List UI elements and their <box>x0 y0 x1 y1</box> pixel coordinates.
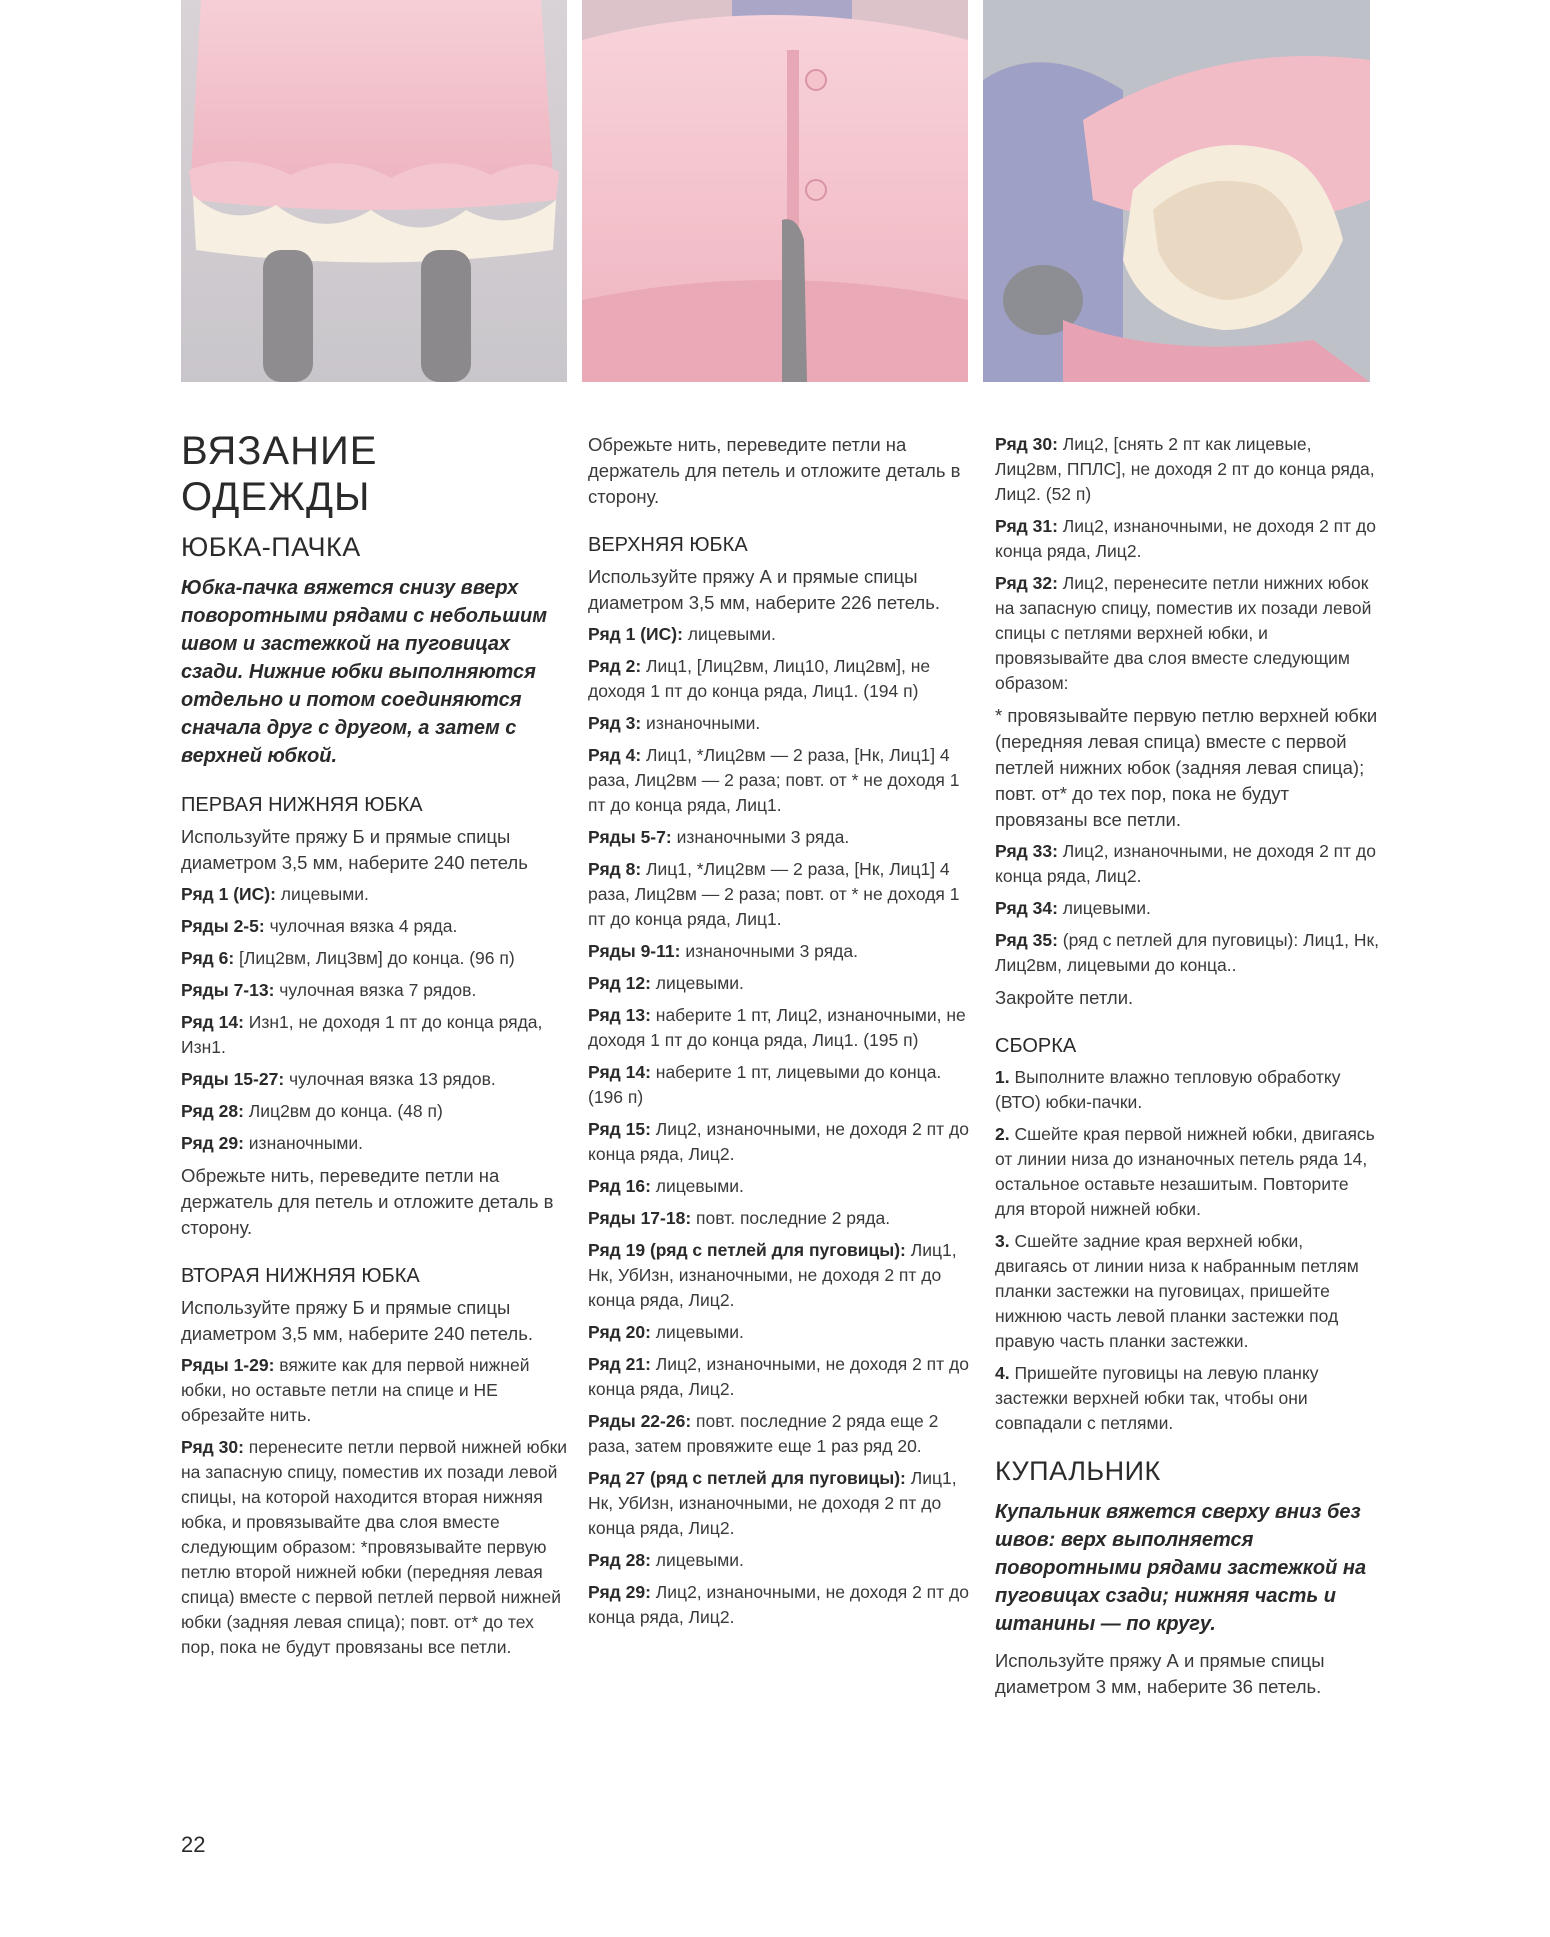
col2-intro: Обрежьте нить, переведите петли на держатель для петель и отложите деталь в сторону. <box>588 434 961 507</box>
button-icon <box>806 70 826 90</box>
instruction-row-label: Ряды 9-11: <box>588 941 681 961</box>
instruction-row-label: Ряд 16: <box>588 1176 651 1196</box>
page-number: 22 <box>181 1832 206 1857</box>
instruction-row-label: Ряды 17-18: <box>588 1208 692 1228</box>
assembly-step-label: 2. <box>995 1124 1010 1144</box>
swimsuit-intro: Используйте пряжу А и прямые спицы диаметром 3 мм, наберите 36 петель. <box>995 1650 1325 1697</box>
assembly-step-label: 4. <box>995 1363 1010 1383</box>
instruction-row-label: Ряд 29: <box>181 1133 244 1153</box>
instruction-row-label: Ряд 27 (ряд с петлей для пуговицы): <box>588 1468 906 1488</box>
instruction-row-label: Ряд 20: <box>588 1322 651 1342</box>
instruction-row-text: Лиц2, изнаночными, не доходя 2 пт до конца ряда, Лиц2. <box>995 841 1376 886</box>
instruction-row <box>181 1010 571 1060</box>
instruction-row <box>588 654 974 704</box>
instruction-row-label: Ряд 35: <box>995 930 1058 950</box>
instruction-row-text: Лиц2, изнаночными, не доходя 2 пт до конца ряда, Лиц2. <box>588 1354 969 1399</box>
assembly-step-label: 3. <box>995 1231 1010 1251</box>
instruction-row-label: Ряд 1 (ИС): <box>588 624 683 644</box>
assembly-step-label: 1. <box>995 1067 1010 1087</box>
first-underskirt-end: Обрежьте нить, переведите петли на держатель для петель и отложите деталь в сторону. <box>181 1165 554 1238</box>
instruction-row <box>181 1067 571 1092</box>
instruction-row-text: Лиц1, *Лиц2вм — 2 раза, [Нк, Лиц1] 4 раза, Лиц2вм — 2 раза; повт. от * не доходя 1 пт до конца ряда, Лиц1. <box>588 859 960 929</box>
instruction-row-text: чулочная вязка 13 рядов. <box>284 1069 496 1089</box>
instruction-row <box>181 882 571 907</box>
assembly-step <box>995 1122 1380 1222</box>
assembly-step <box>995 1229 1380 1354</box>
instruction-row-text: Лиц2, перенесите петли нижних юбок на запасную спицу, поместив их позади левой спицы с петлями верхней юбки, и провязывайте два слоя вместе следующим образом: <box>995 573 1372 693</box>
instruction-row <box>181 946 571 971</box>
instruction-row-text: лицевыми. <box>682 624 776 644</box>
instruction-row-label: Ряд 1 (ИС): <box>181 884 276 904</box>
instruction-row-label: Ряд 6: <box>181 948 235 968</box>
instruction-row <box>588 1352 974 1402</box>
instruction-row <box>588 939 974 964</box>
instruction-row <box>588 1466 974 1541</box>
second-underskirt-intro: Используйте пряжу Б и прямые спицы диаметром 3,5 мм, наберите 240 петель. <box>181 1297 534 1344</box>
assembly-step <box>995 1361 1380 1436</box>
instruction-row <box>181 978 571 1003</box>
instruction-row <box>588 1548 974 1573</box>
close-stitches: Закройте петли. <box>995 987 1134 1008</box>
instruction-row-text: [Лиц2вм, Лиц3вм] до конца. (96 п) <box>234 948 515 968</box>
instruction-row-label: Ряд 34: <box>995 898 1058 918</box>
instruction-row <box>995 571 1380 696</box>
instruction-row-label: Ряд 30: <box>995 434 1058 454</box>
instruction-row-text: изнаночными. <box>641 713 761 733</box>
instruction-row-label: Ряд 14: <box>181 1012 244 1032</box>
instruction-row-text: Лиц2вм до конца. (48 п) <box>243 1101 443 1121</box>
instruction-row <box>588 622 974 647</box>
instruction-row-label: Ряды 7-13: <box>181 980 275 1000</box>
assembly-step-text: Сшейте края первой нижней юбки, двигаясь от линии низа до изнаночных петель ряда 14, остальное оставьте незашитым. Повторите для второй нижней юбки. <box>995 1124 1375 1219</box>
instruction-row <box>588 825 974 850</box>
section-title-swimsuit: КУПАЛЬНИК <box>995 1456 1161 1486</box>
instruction-row <box>588 1409 974 1459</box>
main-title-line2: ОДЕЖДЫ <box>181 475 371 519</box>
instruction-row-text: Изн1, не доходя 1 пт до конца ряда, Изн1. <box>181 1012 543 1057</box>
instruction-row-label: Ряд 4: <box>588 745 642 765</box>
instruction-row-label: Ряды 2-5: <box>181 916 265 936</box>
instruction-row <box>588 1580 974 1630</box>
first-underskirt-intro: Используйте пряжу Б и прямые спицы диаметром 3,5 мм, наберите 240 петель <box>181 826 528 873</box>
instruction-row-label: Ряд 13: <box>588 1005 651 1025</box>
instruction-row-text: изнаночными 3 ряда. <box>671 827 850 847</box>
instruction-row <box>995 896 1380 921</box>
instruction-row-text: Лиц1, [Лиц2вм, Лиц10, Лиц2вм], не доходя 1 пт до конца ряда, Лиц1. (194 п) <box>588 656 931 701</box>
instruction-row <box>588 971 974 996</box>
instruction-row-text: лицевыми. <box>1057 898 1151 918</box>
instruction-row-text: лицевыми. <box>650 1550 744 1570</box>
column-3 <box>995 432 1380 1706</box>
instruction-row <box>588 1320 974 1345</box>
instruction-row-label: Ряды 1-29: <box>181 1355 275 1375</box>
instruction-row-label: Ряд 28: <box>181 1101 244 1121</box>
instruction-row-text: лицевыми. <box>650 973 744 993</box>
instruction-row-text: изнаночными. <box>243 1133 364 1153</box>
instruction-row-text: вяжите как для первой нижней юбки, но оставьте петли на спице и НЕ обрезайте нить. <box>181 1355 530 1425</box>
subsection-assembly: СБОРКА <box>995 1035 1077 1057</box>
instruction-row-label: Ряд 30: <box>181 1437 244 1457</box>
instruction-row-text: изнаночными 3 ряда. <box>680 941 858 961</box>
column-2 <box>588 432 974 1637</box>
subsection-first-underskirt: ПЕРВАЯ НИЖНЯЯ ЮБКА <box>181 794 423 816</box>
instruction-row-text: Лиц2, изнаночными, не доходя 2 пт до конца ряда, Лиц2. <box>995 516 1376 561</box>
instruction-row-text: лицевыми. <box>650 1322 744 1342</box>
assembly-step-text: Сшейте задние края верхней юбки, двигаясь от линии низа к набранным петлям планки застежки на пуговицах, пришейте нижнюю часть левой планки застежки под правую часть планки застежки. <box>995 1231 1359 1351</box>
instruction-row <box>588 1174 974 1199</box>
subsection-top-skirt: ВЕРХНЯЯ ЮБКА <box>588 534 748 556</box>
assembly-step <box>995 1065 1380 1115</box>
instruction-row-text: Лиц1, *Лиц2вм — 2 раза, [Нк, Лиц1] 4 раза, Лиц2вм — 2 раза; повт. от * не доходя 1 пт до конца ряда, Лиц1. <box>588 745 960 815</box>
instruction-row <box>181 1131 571 1156</box>
note-paragraph: * провязывайте первую петлю верхней юбки (передняя левая спица) вместе с первой петлей нижних юбок (задняя левая спица); повт. от* до тех пор, пока не будут провязаны все петли. <box>995 705 1378 830</box>
instruction-row <box>995 432 1380 507</box>
top-skirt-intro: Используйте пряжу А и прямые спицы диаметром 3,5 мм, наберите 226 петель. <box>588 566 941 613</box>
instruction-row-label: Ряд 32: <box>995 573 1058 593</box>
skirt-back-photo <box>582 0 968 382</box>
main-title-line1: ВЯЗАНИЕ <box>181 429 378 473</box>
instruction-row-text: чулочная вязка 7 рядов. <box>274 980 477 1000</box>
instruction-row-label: Ряд 15: <box>588 1119 651 1139</box>
instruction-row <box>181 914 571 939</box>
swimsuit-lead: Купальник вяжется сверху вниз без швов: верх выполняется поворотными рядами застежкой на пуговицах сзади; нижняя часть и штанины — по кругу. <box>995 1501 1367 1635</box>
instruction-row-text: наберите 1 пт, Лиц2, изнаночными, не доходя 1 пт до конца ряда, Лиц1. (195 п) <box>588 1005 966 1050</box>
instruction-row-label: Ряд 19 (ряд с петлей для пуговицы): <box>588 1240 906 1260</box>
instruction-row <box>588 1206 974 1231</box>
instruction-row <box>588 1238 974 1313</box>
instruction-row-text: чулочная вязка 4 ряда. <box>264 916 458 936</box>
instruction-row-label: Ряды 15-27: <box>181 1069 285 1089</box>
column-1 <box>181 428 571 1667</box>
instruction-row <box>588 711 974 736</box>
instruction-row <box>181 1353 571 1428</box>
instruction-row-label: Ряд 2: <box>588 656 642 676</box>
instruction-row-label: Ряд 21: <box>588 1354 651 1374</box>
instruction-row <box>588 1117 974 1167</box>
instruction-row-text: Лиц2, изнаночными, не доходя 2 пт до конца ряда, Лиц2. <box>588 1119 969 1164</box>
assembly-step-text: Выполните влажно тепловую обработку (ВТО) юбки-пачки. <box>995 1067 1341 1112</box>
section-title-skirt: ЮБКА-ПАЧКА <box>181 532 361 562</box>
instruction-row <box>995 514 1380 564</box>
instruction-row-text: Лиц1, Нк, УбИзн, изнаночными, не доходя 2 пт до конца ряда, Лиц2. <box>588 1468 957 1538</box>
instruction-row-text: Лиц2, [снять 2 пт как лицевые, Лиц2вм, ППЛС], не доходя 2 пт до конца ряда, Лиц2. (52 п) <box>995 434 1375 504</box>
instruction-row-text: лицевыми. <box>275 884 369 904</box>
skirt-front-photo <box>181 0 567 382</box>
instruction-row-text: наберите 1 пт, лицевыми до конца. (196 п) <box>588 1062 942 1107</box>
skirt-underlayers-photo <box>983 0 1370 382</box>
assembly-step-text: Пришейте пуговицы на левую планку застежки верхней юбки так, чтобы они совпадали с петлями. <box>995 1363 1319 1433</box>
subsection-second-underskirt: ВТОРАЯ НИЖНЯЯ ЮБКА <box>181 1265 420 1287</box>
instruction-row <box>588 743 974 818</box>
main-title <box>181 428 571 520</box>
instruction-row-text: повт. последние 2 ряда. <box>691 1208 891 1228</box>
instruction-row <box>181 1099 571 1124</box>
instruction-row-label: Ряды 22-26: <box>588 1411 692 1431</box>
instruction-row-text: (ряд с петлей для пуговицы): Лиц1, Нк, Лиц2вм, лицевыми до конца.. <box>995 930 1379 975</box>
instruction-row-label: Ряд 12: <box>588 973 651 993</box>
instruction-row-text: повт. последние 2 ряда еще 2 раза, затем провяжите еще 1 раз ряд 20. <box>588 1411 939 1456</box>
instruction-row-text: перенесите петли первой нижней юбки на запасную спицу, поместив их позади левой спицы, на которой находится вторая нижняя юбка, и провязывайте два слоя вместе следующим образом: *провязывайте первую петлю второй нижней юбки (передняя левая спица) вместе с первой петлей первой нижней юбки (задняя левая спица); повт. от* до тех пор, пока не будут провязаны все петли. <box>181 1437 568 1657</box>
instruction-row <box>588 1060 974 1110</box>
instruction-row <box>995 839 1380 889</box>
instruction-row-label: Ряд 29: <box>588 1582 651 1602</box>
instruction-row-text: Лиц1, Нк, УбИзн, изнаночными, не доходя 2 пт до конца ряда, Лиц2. <box>588 1240 957 1310</box>
instruction-row <box>181 1435 571 1660</box>
instruction-row <box>995 928 1380 978</box>
instruction-row-label: Ряды 5-7: <box>588 827 672 847</box>
instruction-row-label: Ряд 3: <box>588 713 642 733</box>
instruction-row-label: Ряд 33: <box>995 841 1058 861</box>
instruction-row <box>588 857 974 932</box>
instruction-row-text: Лиц2, изнаночными, не доходя 2 пт до конца ряда, Лиц2. <box>588 1582 969 1627</box>
skirt-lead: Юбка-пачка вяжется снизу вверх поворотными рядами с небольшим швом и застежкой на пуговицах сзади. Нижние юбки выполняются отдельно и потом соединяются сначала друг с другом, а затем с верхней юбкой. <box>181 577 548 767</box>
instruction-row-label: Ряд 28: <box>588 1550 651 1570</box>
instruction-row-label: Ряд 14: <box>588 1062 651 1082</box>
instruction-row <box>588 1003 974 1053</box>
instruction-row-text: лицевыми. <box>650 1176 744 1196</box>
instruction-row-label: Ряд 8: <box>588 859 642 879</box>
instruction-row-label: Ряд 31: <box>995 516 1058 536</box>
